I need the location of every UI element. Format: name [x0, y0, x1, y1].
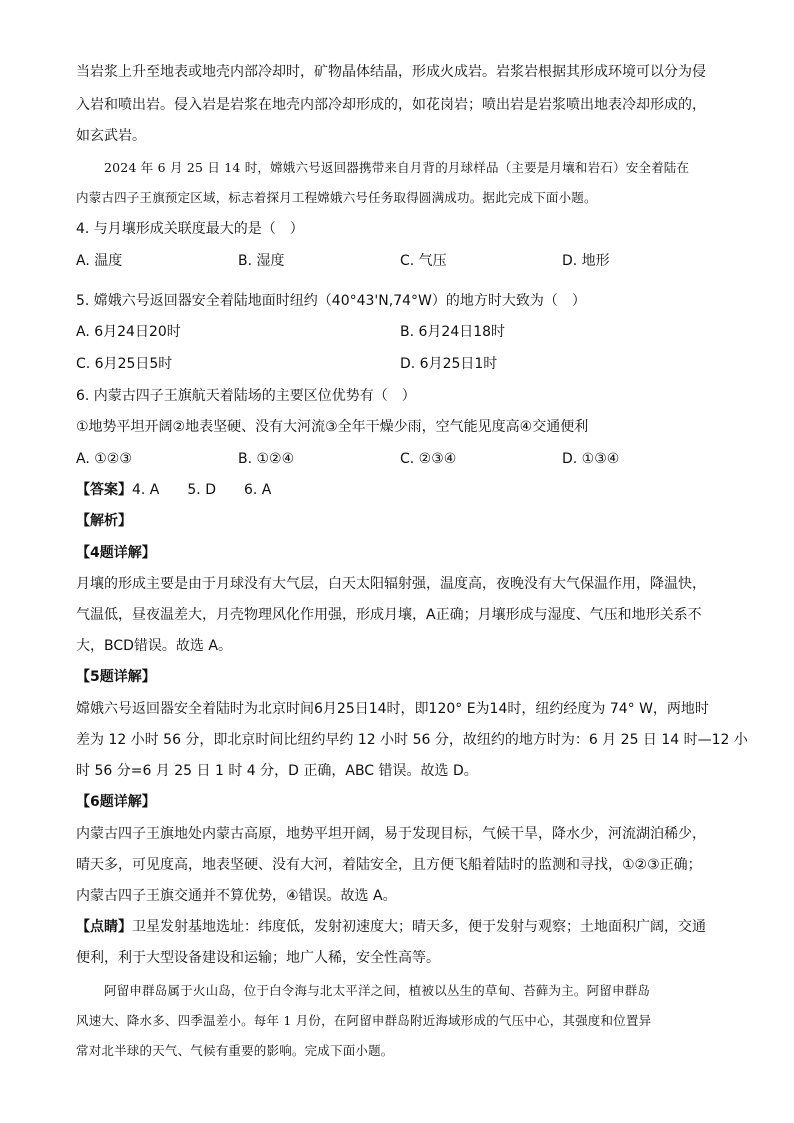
detail5-line-1: 嫦娥六号返回器安全着陆时为北京时间6月25日14时，即120° E为14时，纽约经度为 74° W，两地时: [76, 701, 709, 717]
q4-option-b: B. 湿度: [238, 253, 285, 269]
q5-option-b: B. 6月24日18时: [400, 324, 506, 340]
tip-row: [76, 917, 706, 937]
intro-line-2: 入岩和喷出岩。侵入岩是岩浆在地壳内部冷却形成的，如花岗岩；喷出岩是岩浆喷出地表冷却形成的，: [76, 97, 706, 113]
intro-line-1: 当岩浆上升至地表或地壳内部冷却时，矿物晶体结晶，形成火成岩。岩浆岩根据其形成环境可以分为侵: [76, 64, 706, 80]
q6-option-d: D. ①③④: [562, 451, 620, 467]
q6-stem: 6. 内蒙古四子王旗航天着陆场的主要区位优势有（ ）: [76, 388, 416, 404]
detail5-line-2: 差为 12 小时 56 分，即北京时间比纽约早约 12 小时 56 分，故纽约的地方时为：6 月 25 日 14 时—12 小: [76, 732, 748, 748]
material1-line-2: 内蒙古四子王旗预定区域，标志着探月工程嫦娥六号任务取得圆满成功。据此完成下面小题。: [76, 190, 597, 205]
q6-statement: ①地势平坦开阔②地表坚硬、没有大河流③全年干燥少雨，空气能见度高④交通便利: [76, 419, 589, 435]
q4-option-d: D. 地形: [562, 253, 610, 269]
tip-tag: 【点睛】: [76, 919, 132, 935]
intro-line-3: 如玄武岩。: [76, 128, 146, 144]
material2-line-3: 常对北半球的天气、气候有重要的影响。完成下面小题。: [76, 1043, 394, 1058]
detail6-tag: 【6题详解】: [76, 794, 156, 810]
q5-stem: 5. 嫦娥六号返回器安全着陆地面时纽约（40°43'N,74°W）的地方时大致为（ ）: [76, 293, 586, 309]
detail4-tag: 【4题详解】: [76, 545, 156, 561]
q5-option-a: A. 6月24日20时: [76, 324, 181, 340]
answer-tag: 【答案】: [76, 482, 132, 498]
q6-option-c: C. ②③④: [400, 451, 457, 467]
q6-option-b: B. ①②④: [238, 451, 295, 467]
tip-line-1: 卫星发射基地选址：纬度低，发射初速度大；晴天多，便于发射与观察；土地面积广阔，交通: [132, 919, 706, 935]
material2-line-2: 风速大、降水多、四季温差小。每年 1 月份，在阿留申群岛附近海域形成的气压中心，其强度和位置异: [76, 1013, 652, 1028]
detail4-line-2: 气温低，昼夜温差大，月壳物理风化作用强，形成月壤，A正确；月壤形成与湿度、气压和地形关系不: [76, 607, 702, 623]
material2-line-1: 阿留申群岛属于火山岛，位于白令海与北太平洋之间，植被以丛生的草甸、苔藓为主。阿留申群岛: [104, 983, 651, 998]
q5-option-d: D. 6月25日1时: [400, 356, 498, 372]
detail4-line-1: 月壤的形成主要是由于月球没有大气层，白天太阳辐射强，温度高，夜晚没有大气保温作用，降温快，: [76, 576, 706, 592]
material1-line-1: 2024 年 6 月 25 日 14 时，嫦娥六号返回器携带来自月背的月球样品（主要是月壤和岩石）安全着陆在: [104, 160, 690, 175]
detail4-line-3: 大，BCD错误。故选 A。: [76, 638, 232, 654]
answer-text: 4. A 5. D 6. A: [132, 482, 272, 498]
answer-row: [76, 480, 271, 500]
detail5-line-3: 时 56 分=6 月 25 日 1 时 4 分，D 正确，ABC 错误。故选 D。: [76, 763, 478, 779]
detail6-line-2: 晴天多，可见度高，地表坚硬、没有大河，着陆安全，且方便飞船着陆时的监测和寻找，①②③正确；: [76, 857, 702, 873]
q4-stem: 4. 与月壤形成关联度最大的是（ ）: [76, 221, 304, 237]
tip-line-2: 便利，利于大型设备建设和运输；地广人稀，安全性高等。: [76, 950, 440, 966]
analysis-tag: 【解析】: [76, 513, 132, 529]
q4-option-a: A. 温度: [76, 253, 123, 269]
q5-option-c: C. 6月25日5时: [76, 356, 173, 372]
detail6-line-3: 内蒙古四子王旗交通并不算优势，④错误。故选 A。: [76, 888, 397, 904]
q6-option-a: A. ①②③: [76, 451, 132, 467]
q4-option-c: C. 气压: [400, 253, 447, 269]
detail5-tag: 【5题详解】: [76, 669, 156, 685]
detail6-line-1: 内蒙古四子王旗地处内蒙古高原，地势平坦开阔，易于发现目标，气候干旱，降水少，河流湖泊稀少，: [76, 826, 706, 842]
